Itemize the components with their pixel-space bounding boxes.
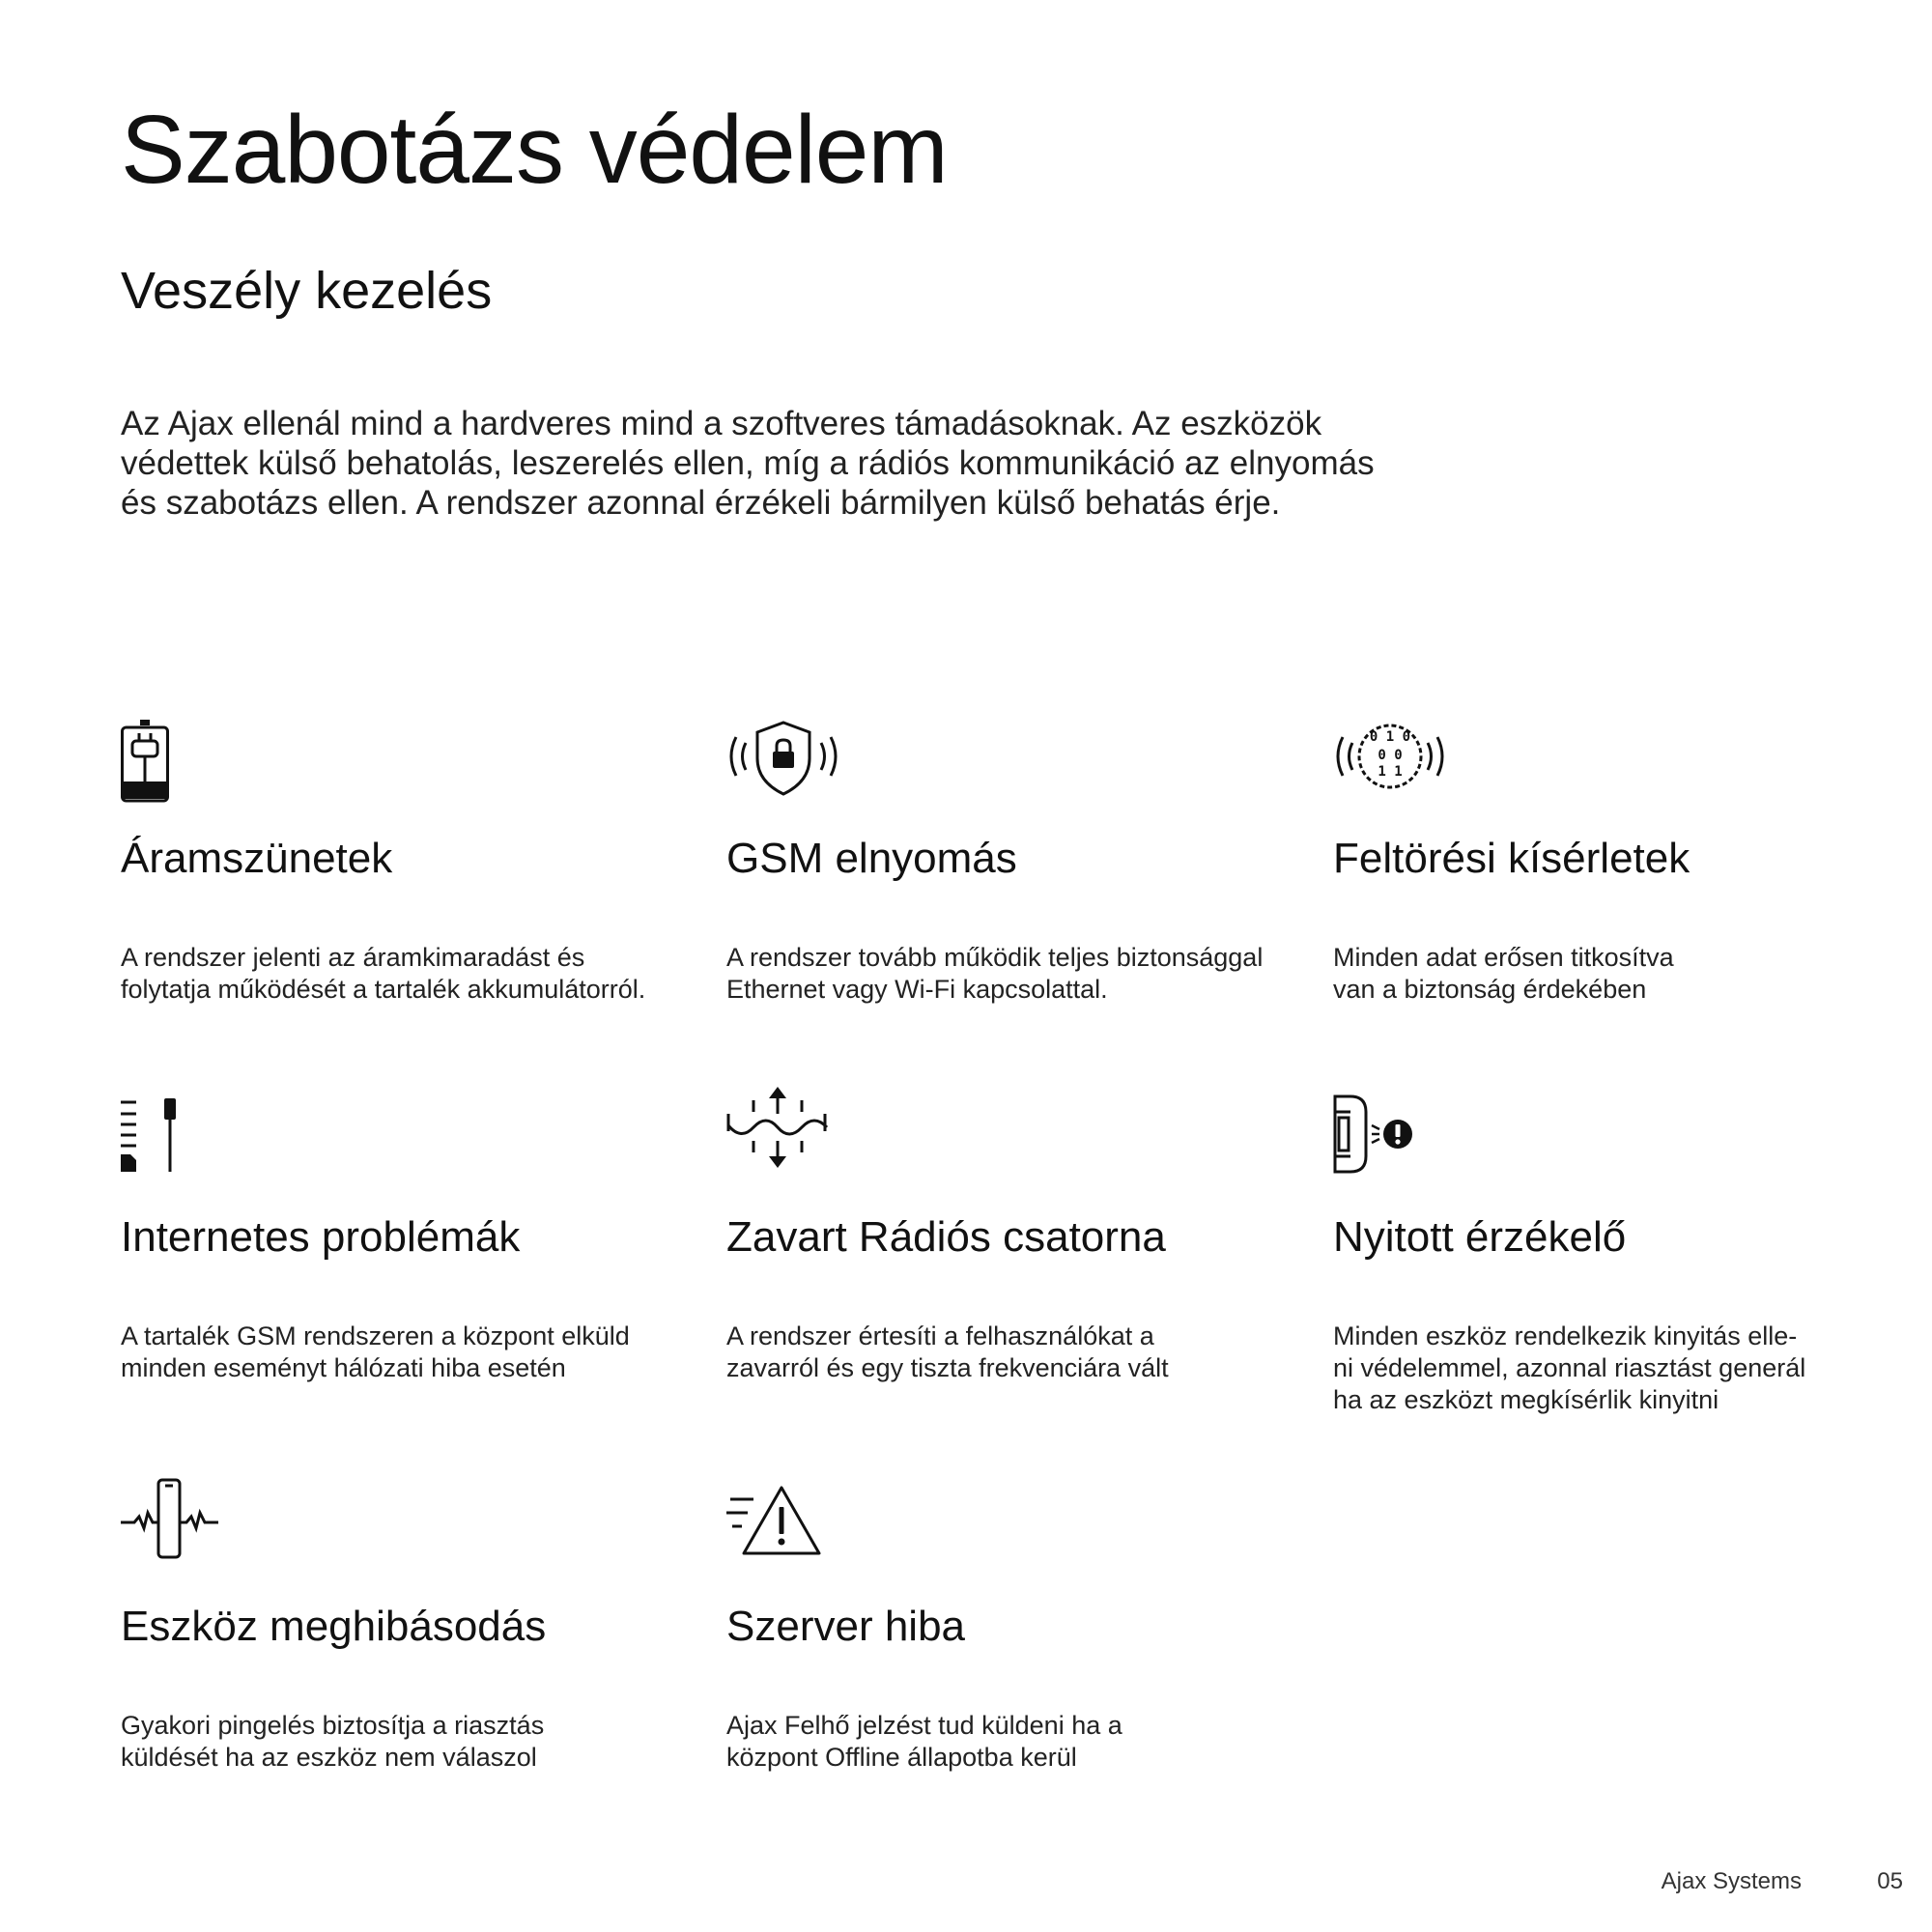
- feature-title: Eszköz meghibásodás: [121, 1603, 547, 1650]
- feature-description: [121, 1710, 700, 1774]
- description-line: minden eseményt hálózati hiba esetén: [121, 1353, 566, 1382]
- description-line: ha az eszközt megkísérlik kinyitni: [1333, 1385, 1719, 1414]
- battery-plug-icon: [121, 720, 256, 816]
- description-line: A rendszer tovább működik teljes biztonsággal: [726, 943, 1264, 972]
- description-line: A rendszer értesíti a felhasználókat a: [726, 1321, 1154, 1350]
- description-line: zavarról és egy tiszta frekvenciára vált: [726, 1353, 1169, 1382]
- encrypted-binary-icon: [1333, 720, 1468, 816]
- footer-brand: Ajax Systems: [1661, 1868, 1802, 1894]
- radio-wave-icon: [726, 1087, 862, 1183]
- feature-internet-problems: [121, 1098, 700, 1382]
- feature-radio-interference: [726, 1087, 1306, 1382]
- description-line: van a biztonság érdekében: [1333, 975, 1647, 1004]
- intro-line: védettek külső behatolás, leszerelés ellen, míg a rádiós kommunikáció az elnyomás: [121, 444, 1375, 482]
- device-pulse-icon: [121, 1478, 256, 1575]
- description-line: A tartalék GSM rendszeren a központ elküld: [121, 1321, 630, 1350]
- feature-title: Feltörési kísérletek: [1333, 835, 1690, 882]
- description-line: ni védelemmel, azonnal riasztást generál: [1333, 1353, 1806, 1382]
- description-line: Ethernet vagy Wi-Fi kapcsolattal.: [726, 975, 1108, 1004]
- description-line: Minden adat erősen titkosítva: [1333, 943, 1674, 972]
- feature-open-sensor: [1333, 1094, 1913, 1414]
- description-line: központ Offline állapotba kerül: [726, 1743, 1077, 1772]
- description-line: A rendszer jelenti az áramkimaradást és: [121, 943, 585, 972]
- shield-lock-icon: [726, 720, 862, 816]
- svg-text:1 1: 1 1: [1378, 764, 1403, 780]
- description-line: küldését ha az eszköz nem válaszol: [121, 1743, 537, 1772]
- feature-title: GSM elnyomás: [726, 835, 1017, 882]
- feature-description: [1333, 1321, 1913, 1416]
- feature-description: [726, 1710, 1306, 1774]
- svg-text:0 1 0: 0 1 0: [1369, 729, 1411, 745]
- description-line: Minden eszköz rendelkezik kinyitás elle-: [1333, 1321, 1798, 1350]
- page-title: Szabotázs védelem: [121, 96, 948, 204]
- intro-line: Az Ajax ellenál mind a hardveres mind a szoftveres támadásoknak. Az eszközök: [121, 405, 1322, 442]
- warning-triangle-icon: [726, 1486, 862, 1582]
- feature-description: [726, 1321, 1306, 1384]
- page-subtitle: Veszély kezelés: [121, 262, 493, 320]
- feature-hacking-attempts: [1333, 720, 1913, 1004]
- description-line: Ajax Felhő jelzést tud küldeni ha a: [726, 1711, 1122, 1740]
- intro-paragraph: [121, 404, 1377, 523]
- page-number: 05: [1877, 1868, 1903, 1894]
- description-line: folytatja működését a tartalék akkumulátorról.: [121, 975, 646, 1004]
- feature-gsm-jamming: [726, 720, 1306, 1004]
- feature-power-outage: [121, 720, 700, 1004]
- feature-device-failure: [121, 1478, 700, 1772]
- signal-cable-icon: [121, 1098, 256, 1195]
- feature-server-error: [726, 1486, 1306, 1772]
- feature-title: Áramszünetek: [121, 835, 393, 882]
- feature-title: Nyitott érzékelő: [1333, 1213, 1627, 1261]
- feature-title: Internetes problémák: [121, 1213, 521, 1261]
- intro-line: és szabotázs ellen. A rendszer azonnal érzékeli bármilyen külső behatás érje.: [121, 484, 1281, 522]
- feature-title: Zavart Rádiós csatorna: [726, 1213, 1166, 1261]
- feature-description: [121, 1321, 700, 1384]
- feature-title: Szerver hiba: [726, 1603, 966, 1650]
- feature-description: [726, 942, 1306, 1006]
- description-line: Gyakori pingelés biztosítja a riasztás: [121, 1711, 545, 1740]
- feature-description: [1333, 942, 1913, 1006]
- svg-text:0 0: 0 0: [1378, 748, 1403, 763]
- open-sensor-alert-icon: [1333, 1094, 1468, 1191]
- feature-description: [121, 942, 700, 1006]
